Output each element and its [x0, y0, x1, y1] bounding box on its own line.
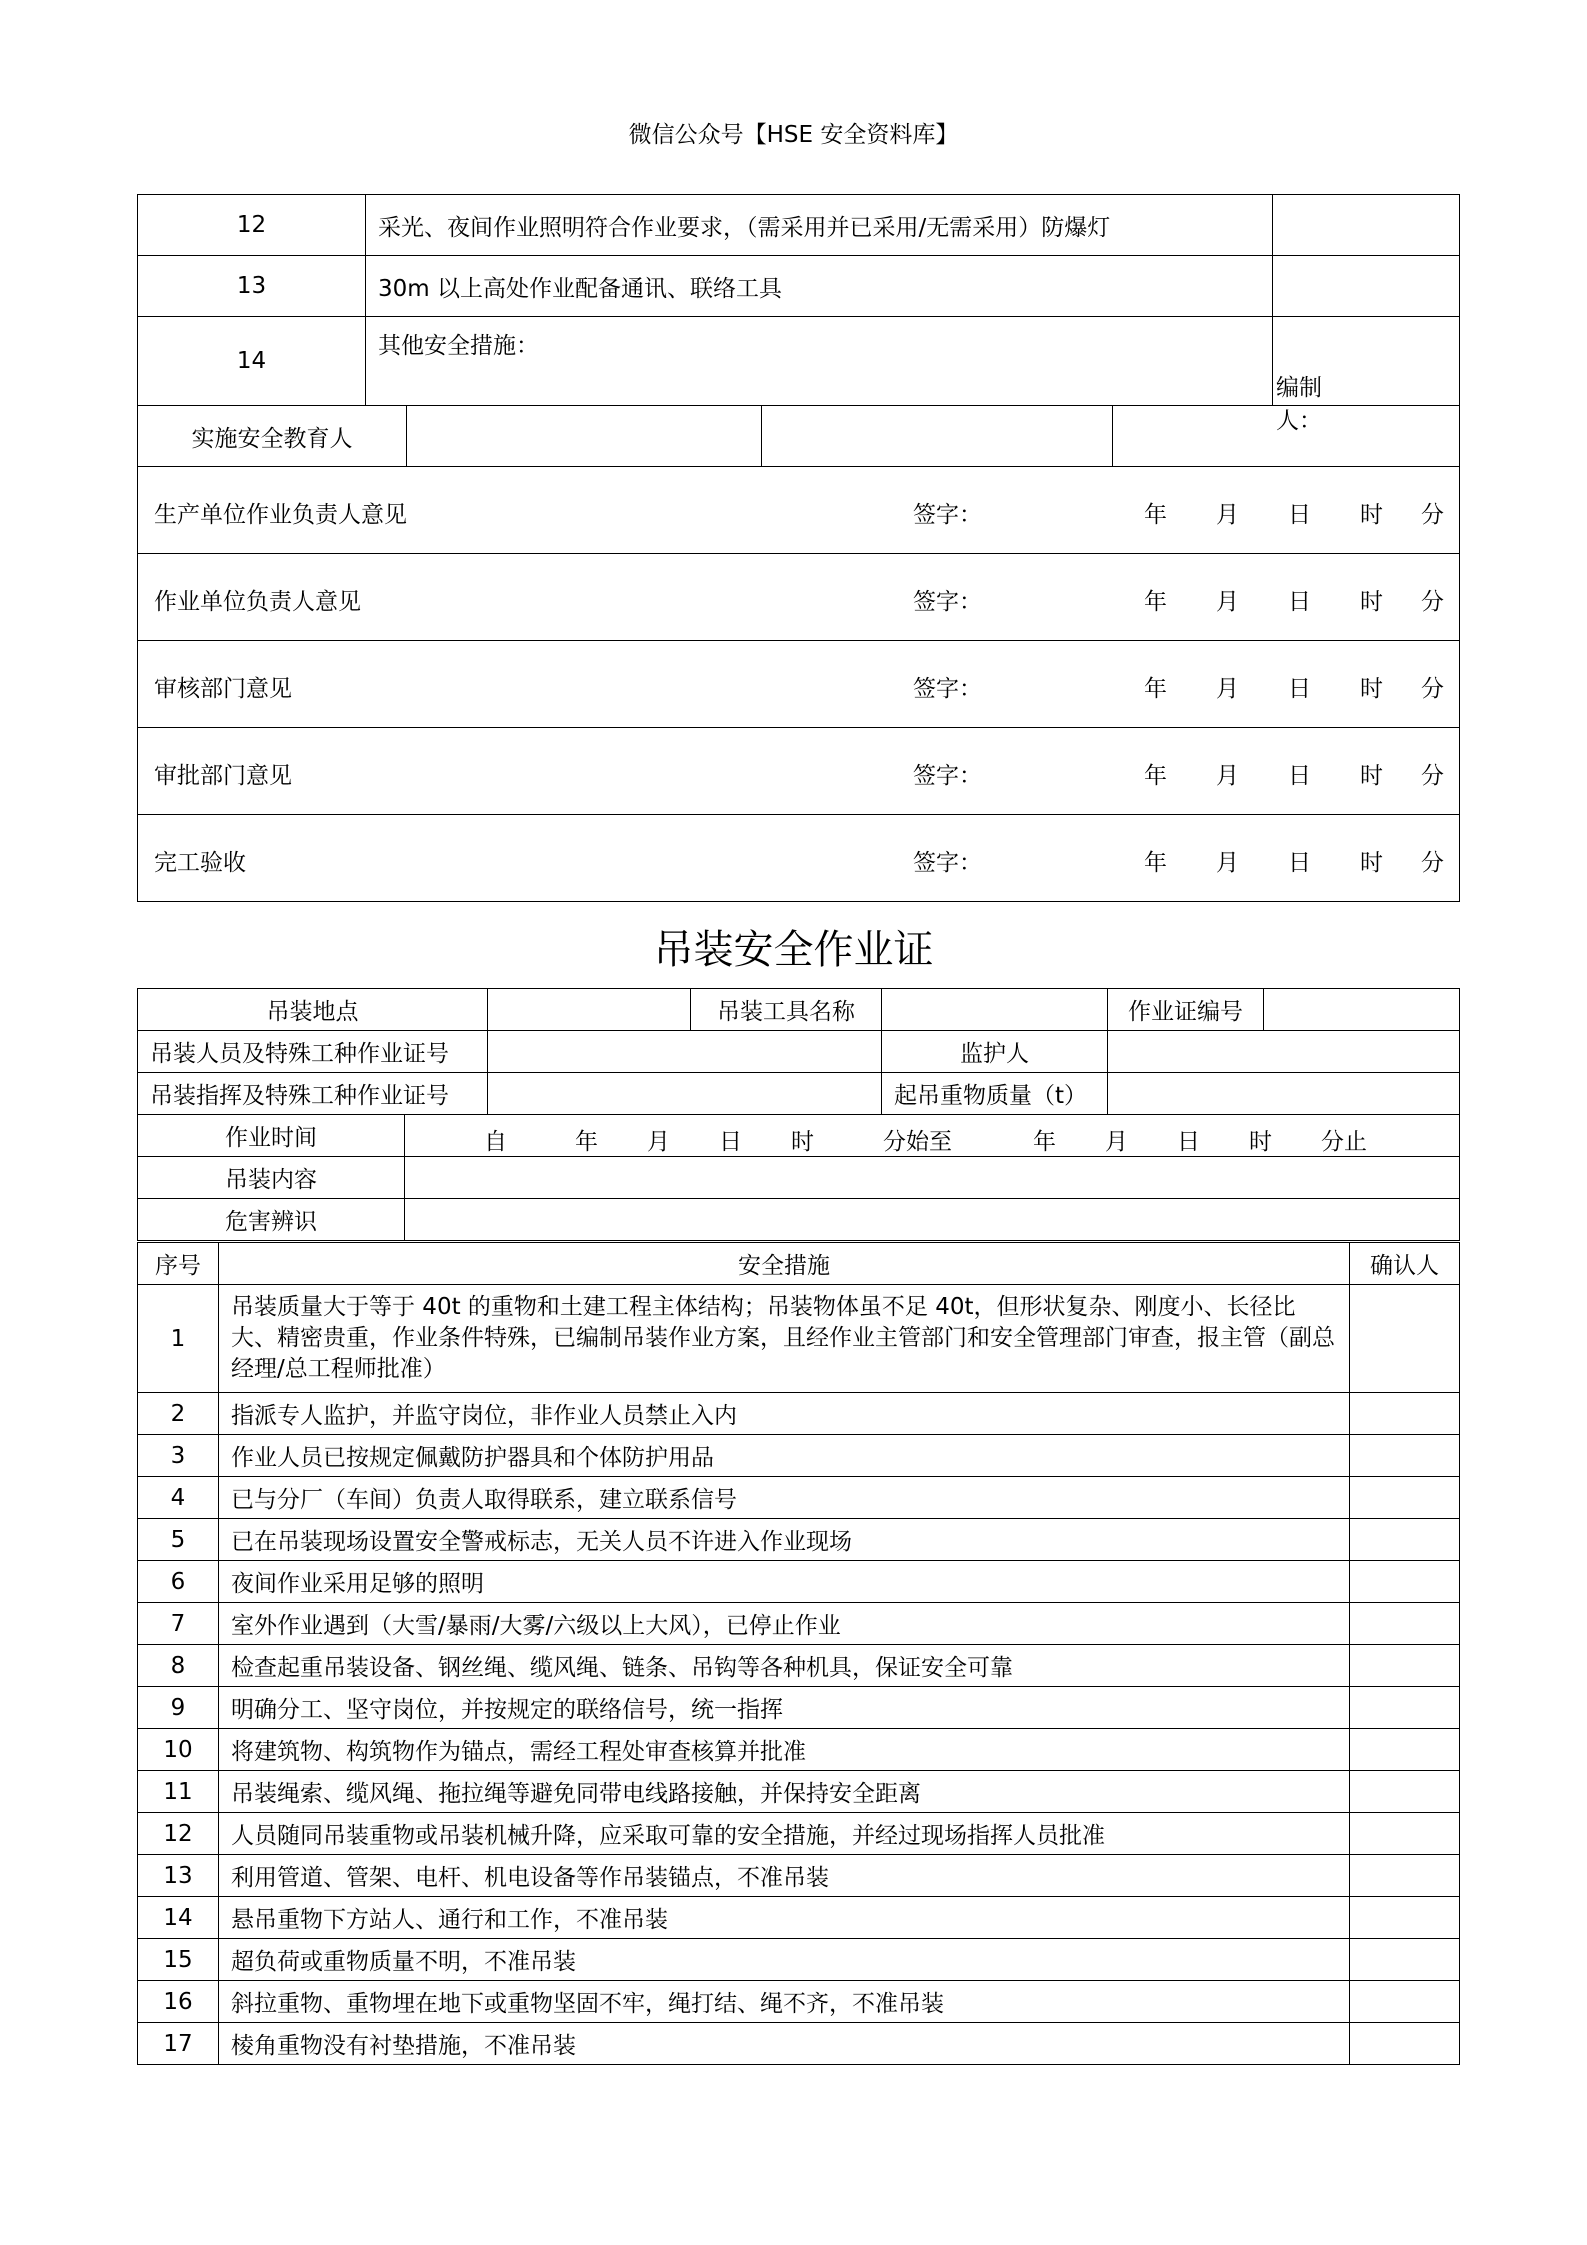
table-row	[138, 406, 1460, 467]
opinion-label: 审核部门意见	[154, 676, 292, 702]
time-day: 日	[1177, 1129, 1200, 1155]
col-measure-header: 安全措施	[219, 1243, 1350, 1285]
confirm-cell[interactable]	[1350, 1561, 1460, 1603]
row-number: 2	[138, 1393, 219, 1435]
confirm-cell[interactable]	[1350, 1771, 1460, 1813]
time-label: 作业时间	[225, 1125, 317, 1151]
table-row	[138, 317, 1460, 406]
table-row	[138, 2023, 1460, 2065]
hour-label: 时	[1360, 502, 1383, 528]
row-number: 13	[138, 256, 366, 317]
opinion-label: 生产单位作业负责人意见	[154, 502, 407, 528]
minute-label: 分	[1421, 763, 1444, 789]
confirm-cell[interactable]	[1273, 256, 1460, 317]
table-row	[138, 1687, 1460, 1729]
table-row	[138, 1031, 1460, 1073]
confirm-cell[interactable]	[1350, 1939, 1460, 1981]
table-row	[138, 1981, 1460, 2023]
tool-label: 吊装工具名称	[691, 989, 882, 1031]
supervisor-field[interactable]	[1108, 1031, 1460, 1073]
time-end-minute: 分止	[1321, 1129, 1367, 1155]
operator-field[interactable]	[488, 1031, 882, 1073]
measure-text: 指派专人监护，并监守岗位，非作业人员禁止入内	[219, 1393, 1350, 1435]
measure-text: 利用管道、管架、电杆、机电设备等作吊装锚点，不准吊装	[219, 1855, 1350, 1897]
educator-cell-1[interactable]	[407, 406, 762, 467]
table-row	[138, 1897, 1460, 1939]
confirm-cell[interactable]	[1273, 195, 1460, 256]
confirm-cell[interactable]	[1350, 1645, 1460, 1687]
time-field[interactable]	[405, 1115, 1460, 1157]
minute-label: 分	[1421, 850, 1444, 876]
minute-label: 分	[1421, 502, 1444, 528]
table-header-row	[138, 1243, 1460, 1285]
permit-form-table	[137, 988, 1460, 1241]
hour-label: 时	[1360, 850, 1383, 876]
minute-label: 分	[1421, 676, 1444, 702]
opinion-cell[interactable]	[138, 467, 1460, 554]
confirm-cell[interactable]	[1350, 1687, 1460, 1729]
table-row	[138, 1157, 1460, 1199]
measure-text: 悬吊重物下方站人、通行和工作，不准吊装	[219, 1897, 1350, 1939]
hazard-field[interactable]	[405, 1199, 1460, 1241]
other-measures-label: 其他安全措施：	[378, 333, 539, 359]
sign-label: 签字：	[913, 589, 982, 615]
year-label: 年	[1144, 850, 1167, 876]
day-label: 日	[1288, 589, 1311, 615]
hour-label: 时	[1360, 589, 1383, 615]
row-number: 13	[138, 1855, 219, 1897]
row-number: 8	[138, 1645, 219, 1687]
confirm-cell[interactable]	[1350, 1855, 1460, 1897]
table-row	[138, 1813, 1460, 1855]
weight-label: 起吊重物质量（t）	[882, 1073, 1108, 1115]
hazard-label: 危害辨识	[138, 1199, 405, 1241]
row-number: 10	[138, 1729, 219, 1771]
row-number: 5	[138, 1519, 219, 1561]
measure-text: 斜拉重物、重物埋在地下或重物坚固不牢，绳打结、绳不齐，不准吊装	[219, 1981, 1350, 2023]
row-number: 4	[138, 1477, 219, 1519]
content-field[interactable]	[405, 1157, 1460, 1199]
time-month: 月	[647, 1129, 670, 1155]
table-row	[138, 1393, 1460, 1435]
confirm-cell[interactable]	[1350, 2023, 1460, 2065]
measure-text: 采光、夜间作业照明符合作业要求，（需采用并已采用/无需采用）防爆灯	[366, 195, 1273, 256]
confirm-cell[interactable]	[1350, 1981, 1460, 2023]
confirm-cell[interactable]	[1350, 1897, 1460, 1939]
row-number: 16	[138, 1981, 219, 2023]
supervisor-label: 监护人	[882, 1031, 1108, 1073]
opinion-row	[138, 641, 1460, 728]
sign-label: 签字：	[913, 763, 982, 789]
col-no-header: 序号	[138, 1243, 219, 1285]
tool-field[interactable]	[882, 989, 1108, 1031]
sign-label: 签字：	[913, 850, 982, 876]
month-label: 月	[1216, 850, 1239, 876]
permit-no-field[interactable]	[1264, 989, 1460, 1031]
table-row	[138, 1115, 1460, 1157]
measure-text: 棱角重物没有衬垫措施，不准吊装	[219, 2023, 1350, 2065]
table-row	[138, 1771, 1460, 1813]
row-number: 7	[138, 1603, 219, 1645]
measures-table	[137, 1242, 1460, 2065]
table-row	[138, 1285, 1460, 1393]
row-number: 12	[138, 195, 366, 256]
table-row	[138, 1561, 1460, 1603]
location-field[interactable]	[488, 989, 691, 1031]
opinion-row	[138, 815, 1460, 902]
month-label: 月	[1216, 502, 1239, 528]
table-row	[138, 1519, 1460, 1561]
month-label: 月	[1216, 763, 1239, 789]
measure-text: 夜间作业采用足够的照明	[219, 1561, 1350, 1603]
hour-label: 时	[1360, 763, 1383, 789]
table-row	[138, 1645, 1460, 1687]
hour-label: 时	[1360, 676, 1383, 702]
page-header: 微信公众号【HSE 安全资料库】	[628, 122, 959, 148]
content-label: 吊装内容	[138, 1157, 405, 1199]
opinion-cell[interactable]	[138, 728, 1460, 815]
table-row	[138, 1729, 1460, 1771]
time-start-minute: 分始至	[883, 1129, 952, 1155]
time-month: 月	[1105, 1129, 1128, 1155]
row-number: 12	[138, 1813, 219, 1855]
measure-text: 检查起重吊装设备、钢丝绳、缆风绳、链条、吊钩等各种机具，保证安全可靠	[219, 1645, 1350, 1687]
opinion-row	[138, 467, 1460, 554]
year-label: 年	[1144, 676, 1167, 702]
educator-label: 实施安全教育人	[138, 406, 407, 467]
row-number: 3	[138, 1435, 219, 1477]
table-row	[138, 1477, 1460, 1519]
measure-text: 已在吊装现场设置安全警戒标志，无关人员不许进入作业现场	[219, 1519, 1350, 1561]
opinion-label: 完工验收	[154, 850, 246, 876]
time-label-cell	[138, 1115, 405, 1157]
year-label: 年	[1144, 589, 1167, 615]
month-label: 月	[1216, 676, 1239, 702]
measure-text: 30m 以上高处作业配备通讯、联络工具	[366, 256, 1273, 317]
col-confirm-header: 确认人	[1350, 1243, 1460, 1285]
permit-no-label: 作业证编号	[1108, 989, 1264, 1031]
confirm-cell[interactable]	[1350, 1477, 1460, 1519]
weight-field[interactable]	[1108, 1073, 1460, 1115]
table-row	[138, 1435, 1460, 1477]
time-hour: 时	[791, 1129, 814, 1155]
opinion-cell[interactable]	[138, 815, 1460, 902]
confirm-cell[interactable]	[1350, 1813, 1460, 1855]
row-number: 14	[138, 1897, 219, 1939]
sign-label: 签字：	[913, 676, 982, 702]
table-row	[138, 1199, 1460, 1241]
row-number: 1	[138, 1285, 219, 1393]
day-label: 日	[1288, 763, 1311, 789]
table-row	[138, 1073, 1460, 1115]
opinion-row	[138, 728, 1460, 815]
row-number: 15	[138, 1939, 219, 1981]
educator-cell-2[interactable]	[762, 406, 1113, 467]
row-number: 17	[138, 2023, 219, 2065]
measure-text: 吊装质量大于等于 40t 的重物和土建工程主体结构；吊装物体虽不足 40t，但形状复杂、刚度小、长径比大、精密贵重，作业条件特殊，已编制吊装作业方案，且经作业主管部门和安全管理部门审查，报主管（副总经理/总工程师批准）	[219, 1285, 1350, 1393]
table-row	[138, 1855, 1460, 1897]
confirm-cell[interactable]	[1350, 1519, 1460, 1561]
month-label: 月	[1216, 589, 1239, 615]
top-table	[137, 194, 1460, 902]
time-from: 自	[484, 1129, 507, 1155]
measure-text: 作业人员已按规定佩戴防护器具和个体防护用品	[219, 1435, 1350, 1477]
location-label: 吊装地点	[138, 989, 488, 1031]
confirm-cell[interactable]	[1350, 1393, 1460, 1435]
operator-label: 吊装人员及特殊工种作业证号	[138, 1031, 488, 1073]
table-row	[138, 256, 1460, 317]
row-number: 9	[138, 1687, 219, 1729]
year-label: 年	[1144, 763, 1167, 789]
row-number: 11	[138, 1771, 219, 1813]
time-day: 日	[719, 1129, 742, 1155]
table-row	[138, 989, 1460, 1031]
minute-label: 分	[1421, 589, 1444, 615]
year-label: 年	[1144, 502, 1167, 528]
time-hour: 时	[1249, 1129, 1272, 1155]
day-label: 日	[1288, 502, 1311, 528]
measure-text: 人员随同吊装重物或吊装机械升降，应采取可靠的安全措施，并经过现场指挥人员批准	[219, 1813, 1350, 1855]
time-year: 年	[1033, 1129, 1056, 1155]
confirm-cell[interactable]	[1350, 1435, 1460, 1477]
table-row	[138, 1603, 1460, 1645]
sign-label: 签字：	[913, 502, 982, 528]
measure-text: 已与分厂（车间）负责人取得联系，建立联系信号	[219, 1477, 1350, 1519]
commander-label: 吊装指挥及特殊工种作业证号	[138, 1073, 488, 1115]
compiler-label: 编制人：	[1276, 375, 1322, 434]
opinion-cell[interactable]	[138, 554, 1460, 641]
opinion-row	[138, 554, 1460, 641]
other-measures-cell[interactable]	[366, 317, 1322, 434]
form-title: 吊装安全作业证	[653, 927, 934, 973]
confirm-cell[interactable]	[1350, 1285, 1460, 1393]
commander-field[interactable]	[488, 1073, 882, 1115]
table-row	[138, 1939, 1460, 1981]
confirm-cell[interactable]	[1350, 1603, 1460, 1645]
day-label: 日	[1288, 676, 1311, 702]
measure-text: 室外作业遇到（大雪/暴雨/大雾/六级以上大风），已停止作业	[219, 1603, 1350, 1645]
measure-text: 超负荷或重物质量不明，不准吊装	[219, 1939, 1350, 1981]
measure-text: 将建筑物、构筑物作为锚点，需经工程处审查核算并批准	[219, 1729, 1350, 1771]
opinion-label: 审批部门意见	[154, 763, 292, 789]
row-number: 14	[138, 317, 366, 406]
measure-text: 明确分工、坚守岗位，并按规定的联络信号，统一指挥	[219, 1687, 1350, 1729]
opinion-cell[interactable]	[138, 641, 1460, 728]
day-label: 日	[1288, 850, 1311, 876]
row-number: 6	[138, 1561, 219, 1603]
confirm-cell[interactable]	[1350, 1729, 1460, 1771]
time-year: 年	[575, 1129, 598, 1155]
table-row	[138, 195, 1460, 256]
opinion-label: 作业单位负责人意见	[154, 589, 361, 615]
measure-text: 吊装绳索、缆风绳、拖拉绳等避免同带电线路接触，并保持安全距离	[219, 1771, 1350, 1813]
